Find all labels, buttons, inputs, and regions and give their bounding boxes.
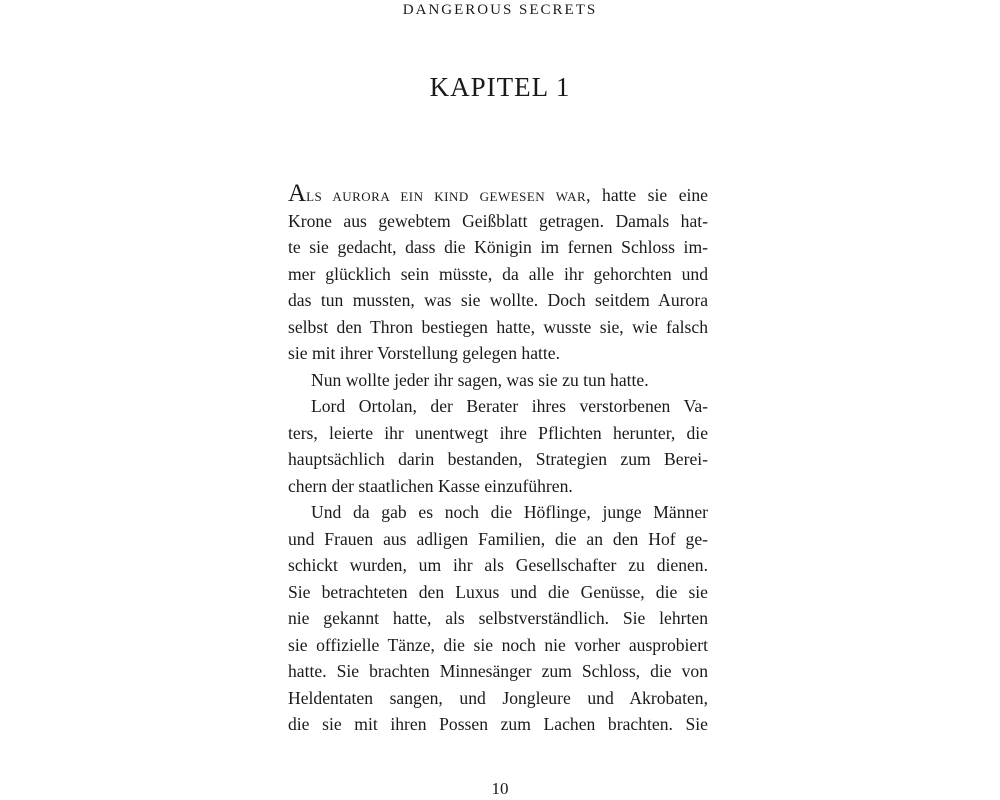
text-line: selbst den Thron bestiegen hatte, wusste sie, wie falsch: [288, 316, 708, 337]
body-text: [288, 181, 708, 738]
chapter-title: KAPITEL 1: [429, 72, 571, 102]
text-line: ters, leierte ihr unentwegt ihre Pflichten herunter, die: [288, 422, 708, 443]
text-line-opening: [288, 181, 708, 208]
text-line: Heldentaten sangen, und Jongleure und Akrobaten,: [288, 687, 708, 708]
text-line: und Frauen aus adligen Familien, die an den Hof ge-: [288, 528, 708, 549]
text-line: Lord Ortolan, der Berater ihres verstorbenen Va-: [311, 396, 708, 416]
text-line: mer glücklich sein müsste, da alle ihr gehorchten und: [288, 263, 708, 284]
text-line: nie gekannt hatte, als selbstverständlich. Sie lehrten: [288, 608, 708, 628]
text-line: schickt wurden, um ihr als Gesellschafter zu dienen.: [288, 555, 708, 575]
text-line: hauptsächlich darin bestanden, Strategien zum Berei-: [288, 449, 708, 469]
text-line: Nun wollte jeder ihr sagen, was sie zu tun hatte.: [311, 369, 649, 390]
text-line: hatte. Sie brachten Minnesänger zum Schloss, die von: [288, 661, 708, 681]
text-line: die sie mit ihren Possen zum Lachen brachten. Sie: [288, 714, 708, 734]
opening-rest: , hatte sie eine: [586, 185, 708, 205]
initial-letter: A: [288, 180, 307, 207]
text-line: chern der staatlichen Kasse einzuführen.: [288, 475, 573, 496]
text-line: Und da gab es noch die Höflinge, junge Männer: [311, 502, 708, 522]
text-line: sie offizielle Tänze, die sie noch nie vorher ausprobiert: [288, 634, 708, 655]
text-line: Krone aus gewebtem Geißblatt getragen. Damals hat-: [288, 210, 708, 231]
page-number: 10: [491, 779, 509, 798]
text-line: te sie gedacht, dass die Königin im fernen Schloss im-: [288, 237, 708, 257]
text-line: das tun mussten, was sie wollte. Doch seitdem Aurora: [288, 290, 708, 310]
opening-smallcaps: LS AURORA EIN KIND GEWESEN WAR: [306, 189, 587, 204]
text-line: Sie betrachteten den Luxus und die Genüsse, die sie: [288, 581, 708, 602]
running-head: DANGEROUS SECRETS: [402, 2, 598, 18]
text-line: sie mit ihrer Vorstellung gelegen hatte.: [288, 343, 560, 363]
